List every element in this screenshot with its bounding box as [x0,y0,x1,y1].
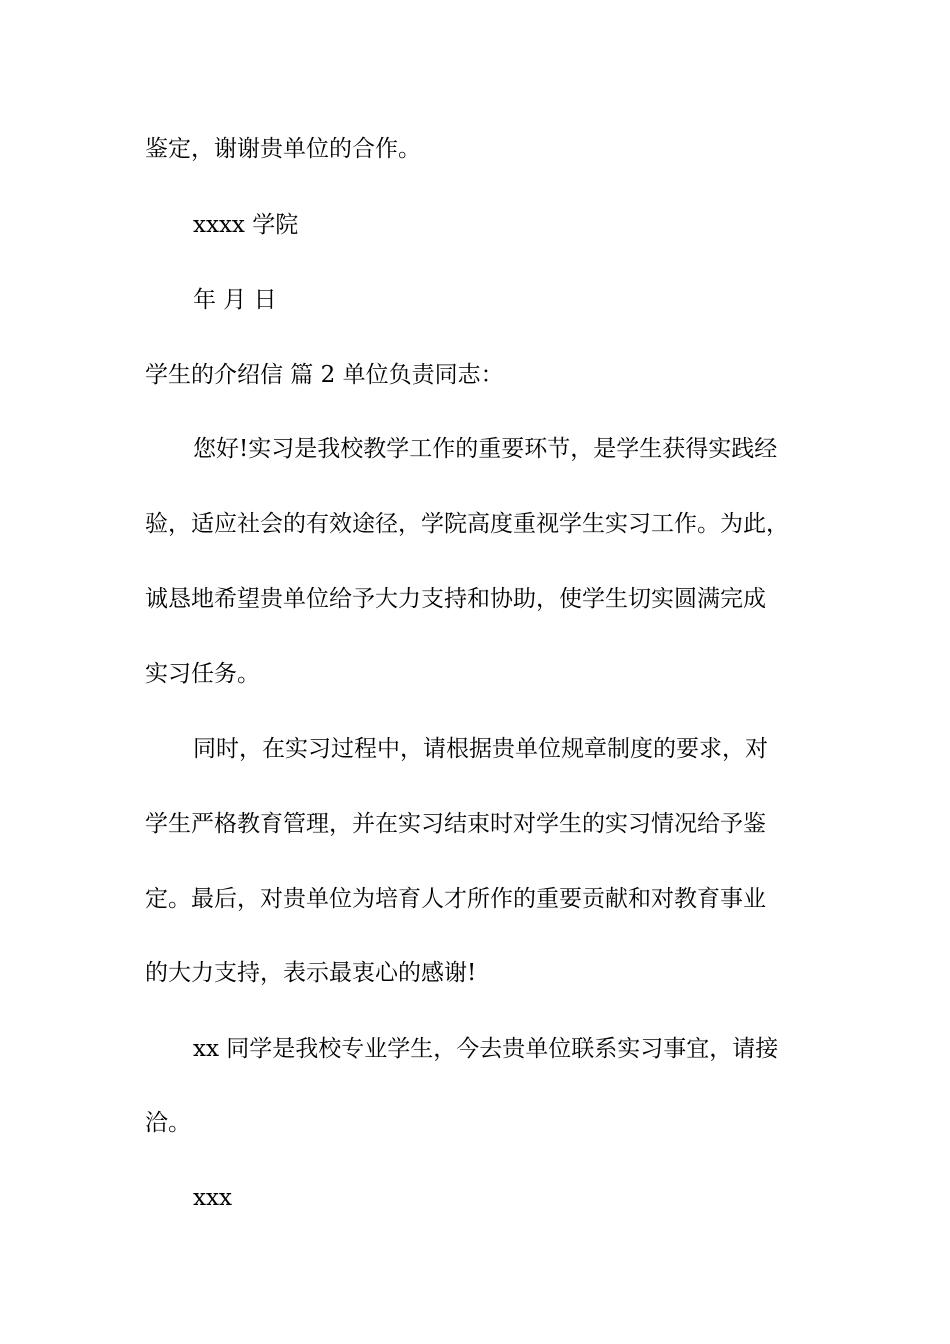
text-line-paragraph1-1: 您好!实习是我校教学工作的重要环节，是学生获得实践经 [193,436,778,462]
text-line-date: 年 月 日 [193,287,277,313]
text-line-section-heading: 学生的介绍信 篇 2 单位负责同志： [145,362,504,388]
text-line-paragraph2-2: 学生严格教育管理，并在实习结束时对学生的实习情况给予鉴 [145,811,766,837]
text-line-closing-thanks: 鉴定，谢谢贵单位的合作。 [145,136,421,162]
text-line-paragraph2-3: 定。最后，对贵单位为培育人才所作的重要贡献和对教育事业 [145,886,766,912]
text-line-signature: xxx [193,1185,232,1211]
text-line-paragraph1-3: 诚恳地希望贵单位给予大力支持和协助，使学生切实圆满完成 [145,586,766,612]
text-line-paragraph1-2: 验，适应社会的有效途径，学院高度重视学生实习工作。为此， [145,511,789,537]
text-line-paragraph2-1: 同时，在实习过程中，请根据贵单位规章制度的要求，对 [193,736,768,762]
text-line-paragraph3-1: xx 同学是我校专业学生，今去贵单位联系实习事宜，请接 [193,1036,779,1062]
text-line-paragraph1-4: 实习任务。 [145,661,260,687]
text-line-school-signature: xxxx 学院 [193,212,299,238]
text-line-paragraph2-4: 的大力支持，表示最衷心的感谢! [145,960,477,986]
text-line-paragraph3-2: 洽。 [145,1110,191,1136]
